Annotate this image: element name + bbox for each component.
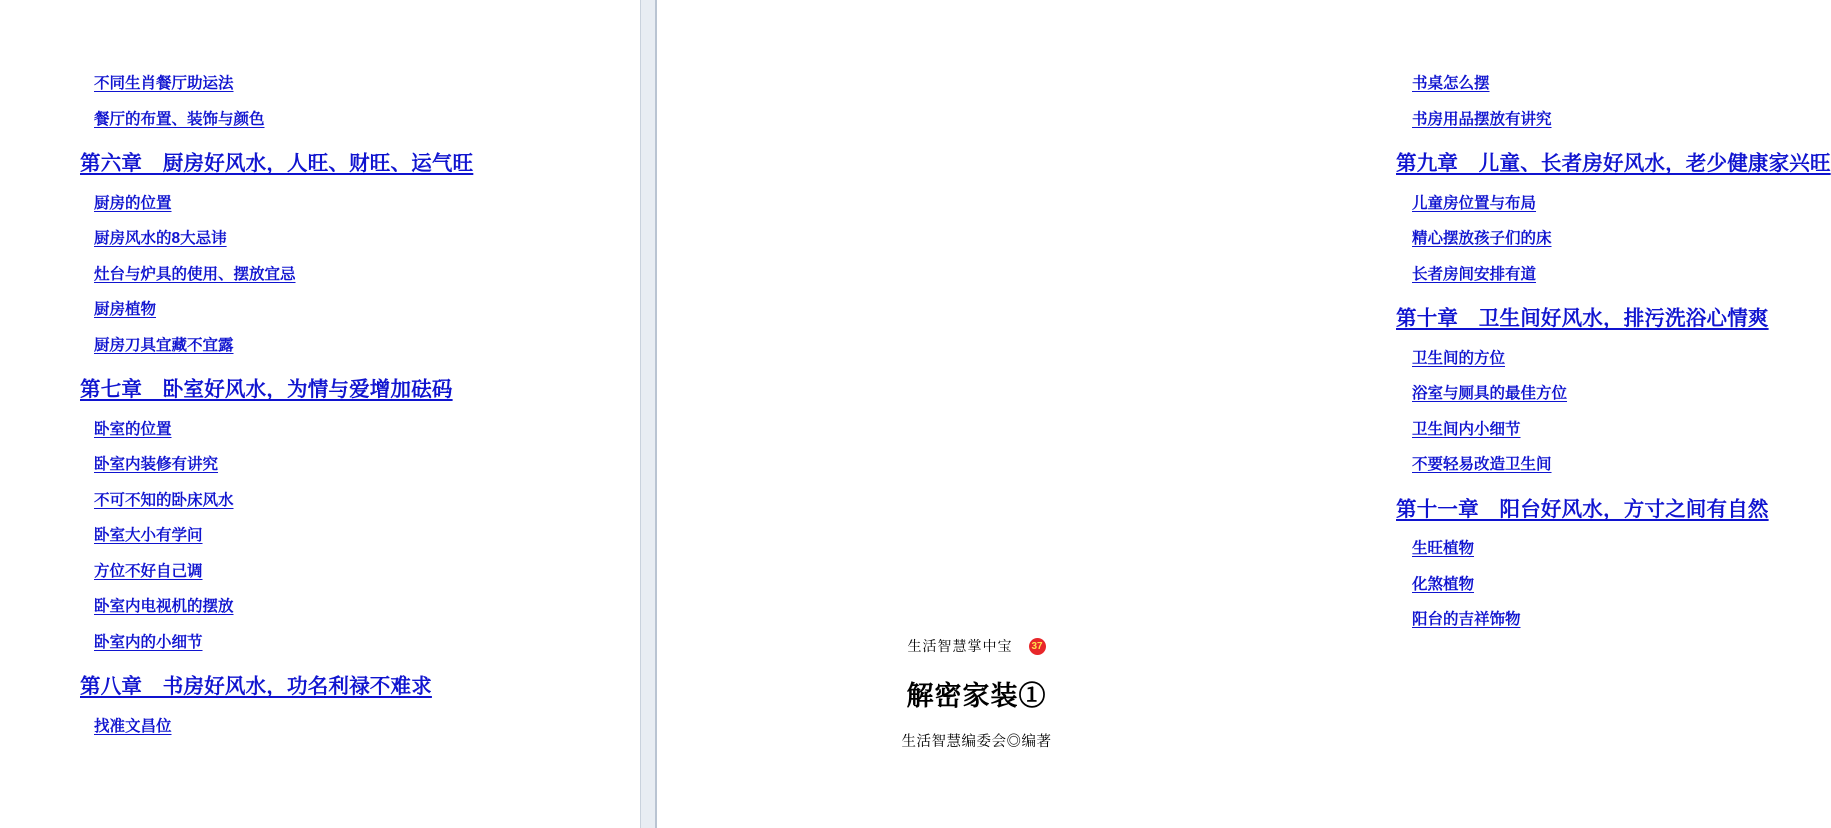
toc-entry-text: 厨房刀具宜藏不宜露 bbox=[94, 336, 234, 354]
toc-entry-text: 浴室与厕具的最佳方位 bbox=[1412, 385, 1568, 402]
toc-entry-text: 厨房植物 bbox=[94, 301, 157, 318]
cover-title: 解密家装① bbox=[906, 681, 1047, 711]
toc-entry-text: 灶台与炉具的使用、摆放宜忌 bbox=[94, 265, 296, 283]
toc-chapter-link[interactable] bbox=[657, 479, 1769, 528]
toc-chapter-link[interactable] bbox=[0, 133, 640, 182]
toc-section-link[interactable] bbox=[657, 408, 1521, 444]
toc-entry-text: 厨房的位置 bbox=[94, 194, 172, 212]
toc-entry-text: 找准文昌位 bbox=[94, 717, 172, 735]
toc-section-link[interactable] bbox=[0, 621, 640, 657]
toc-section-link[interactable] bbox=[657, 563, 1475, 599]
toc-entry-text: 第十章 卫生间好风水，排污洗浴心情爽 bbox=[1396, 307, 1769, 330]
toc-section-link[interactable] bbox=[0, 62, 640, 98]
toc-section-link[interactable] bbox=[657, 527, 1475, 563]
toc-section-link[interactable] bbox=[0, 98, 640, 134]
toc-section-link[interactable] bbox=[657, 337, 1506, 373]
toc-chapter-link[interactable] bbox=[0, 656, 640, 705]
toc-entry-text: 卧室内电视机的摆放 bbox=[94, 598, 234, 615]
toc-entry-text: 卫生间内小细节 bbox=[1412, 420, 1521, 438]
toc-entry-text: 生旺植物 bbox=[1412, 540, 1475, 557]
toc-right-column bbox=[657, 62, 1831, 634]
toc-entry-text: 不同生肖餐厅助运法 bbox=[94, 75, 234, 92]
cover-author: 生活智慧编委会◎编著 bbox=[901, 734, 1052, 750]
toc-section-link[interactable] bbox=[0, 585, 640, 621]
toc-section-link[interactable] bbox=[657, 598, 1521, 634]
toc-section-link[interactable] bbox=[657, 443, 1552, 479]
page-gutter bbox=[641, 0, 657, 828]
toc-entry-text: 精心摆放孩子们的床 bbox=[1412, 230, 1552, 247]
toc-section-link[interactable] bbox=[657, 182, 1537, 218]
toc-entry-text: 阳台的吉祥饰物 bbox=[1412, 611, 1521, 628]
toc-section-link[interactable] bbox=[657, 98, 1552, 134]
cover-series-label: 生活智慧掌中宝 bbox=[907, 638, 1013, 654]
toc-section-link[interactable] bbox=[0, 253, 640, 289]
toc-section-link[interactable] bbox=[657, 253, 1537, 289]
toc-section-link[interactable] bbox=[0, 408, 640, 444]
left-page bbox=[0, 0, 641, 828]
toc-section-link[interactable] bbox=[657, 372, 1568, 408]
toc-entry-text: 第八章 书房好风水，功名利禄不难求 bbox=[80, 675, 432, 698]
toc-entry-text: 不要轻易改造卫生间 bbox=[1412, 456, 1552, 473]
toc-entry-text: 书桌怎么摆 bbox=[1412, 75, 1490, 92]
toc-section-link[interactable] bbox=[0, 705, 640, 741]
toc-chapter-link[interactable] bbox=[657, 133, 1831, 182]
cover-series-row bbox=[657, 636, 1296, 656]
toc-entry-text: 化煞植物 bbox=[1412, 575, 1475, 593]
toc-entry-text: 卫生间的方位 bbox=[1412, 349, 1506, 367]
toc-entry-text: 儿童房位置与布局 bbox=[1412, 194, 1537, 212]
toc-entry-text: 卧室内的小细节 bbox=[94, 633, 203, 651]
toc-left-column bbox=[0, 62, 640, 740]
toc-section-link[interactable] bbox=[657, 217, 1552, 253]
toc-entry-text: 第九章 儿童、长者房好风水，老少健康家兴旺 bbox=[1396, 152, 1831, 175]
toc-entry-text: 第七章 卧室好风水，为情与爱增加砝码 bbox=[80, 378, 453, 401]
toc-entry-text: 第六章 厨房好风水，人旺、财旺、运气旺 bbox=[80, 152, 474, 175]
toc-section-link[interactable] bbox=[0, 550, 640, 586]
toc-entry-text: 卧室的位置 bbox=[94, 420, 172, 438]
toc-section-link[interactable] bbox=[657, 62, 1490, 98]
toc-entry-text: 卧室内装修有讲究 bbox=[94, 456, 219, 473]
toc-section-link[interactable] bbox=[0, 182, 640, 218]
toc-entry-text: 不可不知的卧床风水 bbox=[94, 491, 234, 509]
book-cover-block bbox=[657, 636, 1296, 751]
toc-entry-text: 方位不好自己调 bbox=[94, 562, 203, 580]
toc-entry-text: 第十一章 阳台好风水，方寸之间有自然 bbox=[1396, 497, 1769, 521]
toc-section-link[interactable] bbox=[0, 479, 640, 515]
toc-section-link[interactable] bbox=[0, 443, 640, 479]
toc-entry-text: 厨房风水的8大忌讳 bbox=[94, 230, 227, 247]
toc-chapter-link[interactable] bbox=[0, 359, 640, 408]
toc-section-link[interactable] bbox=[0, 217, 640, 253]
toc-entry-text: 书房用品摆放有讲究 bbox=[1412, 110, 1552, 128]
cover-number-badge: 37 bbox=[1029, 638, 1046, 655]
toc-entry-text: 卧室大小有学问 bbox=[94, 527, 203, 544]
toc-entry-text: 长者房间安排有道 bbox=[1412, 265, 1537, 283]
toc-chapter-link[interactable] bbox=[657, 288, 1769, 337]
toc-section-link[interactable] bbox=[0, 324, 640, 360]
toc-section-link[interactable] bbox=[0, 514, 640, 550]
toc-section-link[interactable] bbox=[0, 288, 640, 324]
toc-entry-text: 餐厅的布置、装饰与颜色 bbox=[94, 110, 265, 128]
